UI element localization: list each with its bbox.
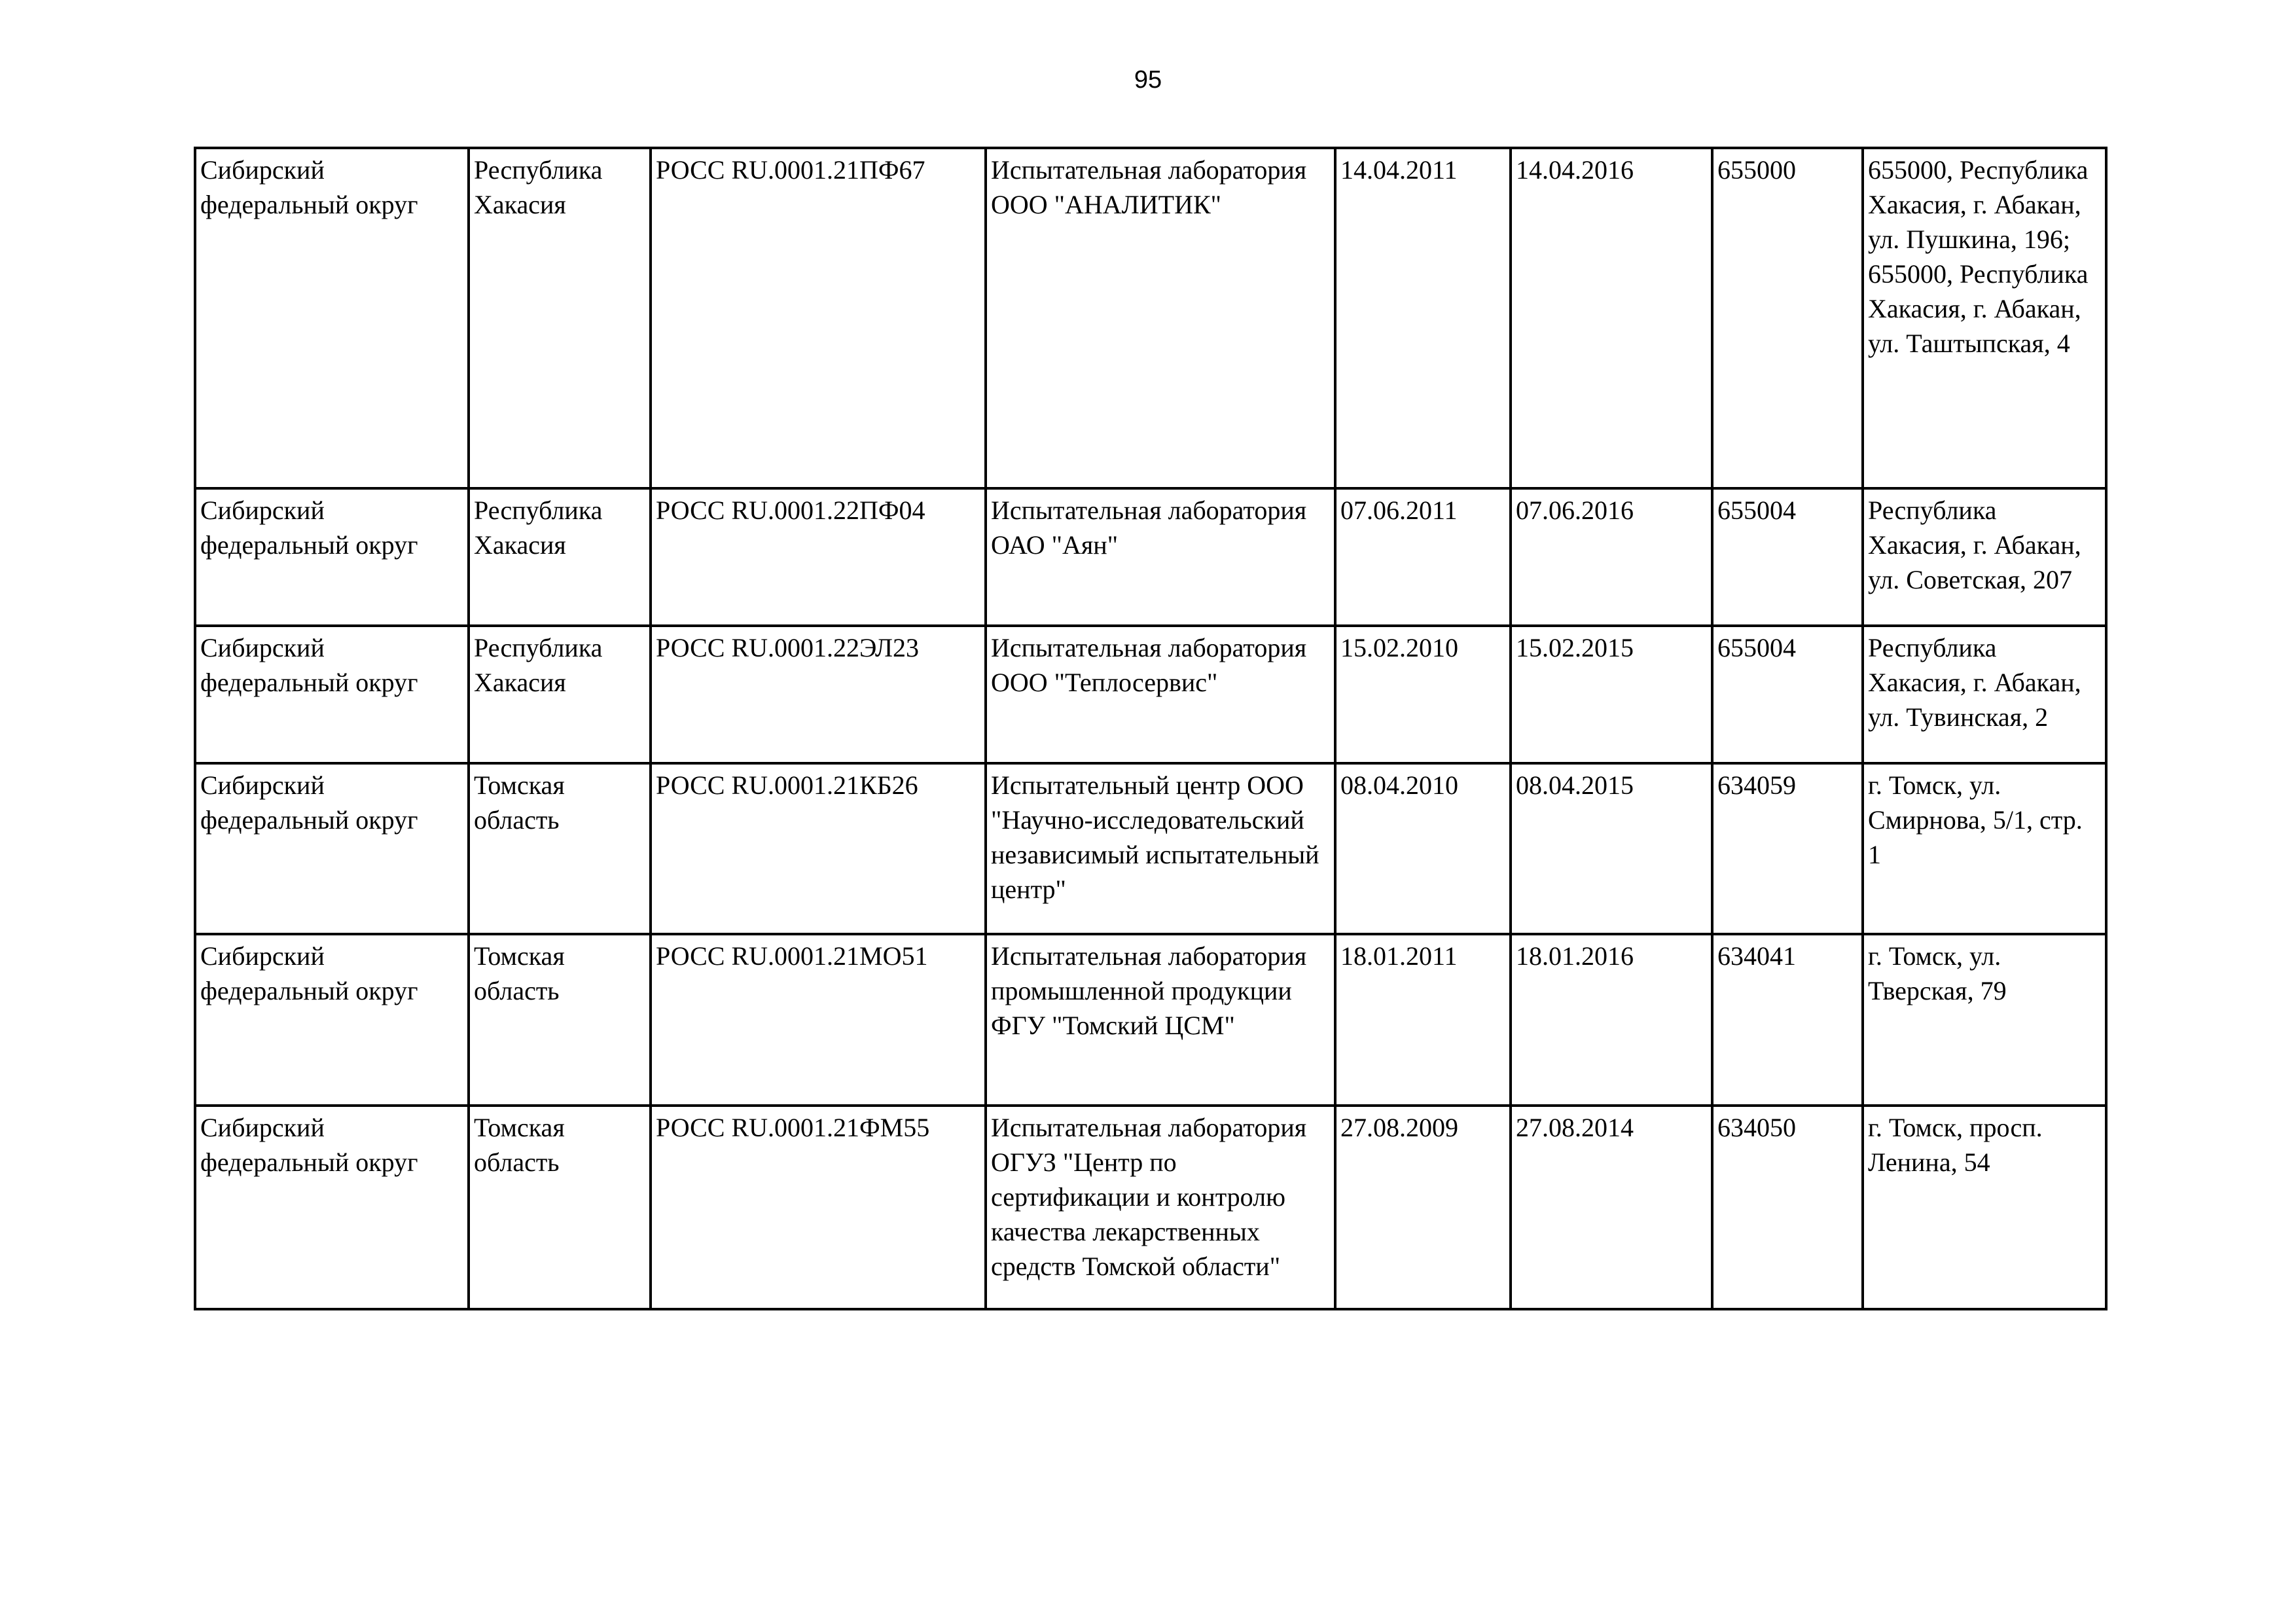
region-cell: Республика Хакасия (469, 148, 651, 488)
zip-cell: 655004 (1712, 488, 1863, 626)
laboratory-cell: Испытательная лаборатория промышленной продукции ФГУ "Томский ЦСМ" (986, 934, 1335, 1106)
certificate-cell: РОСС RU.0001.21ФМ55 (651, 1106, 986, 1309)
expiry-date-cell: 07.06.2016 (1511, 488, 1712, 626)
page-number: 95 (1134, 66, 1162, 94)
certificate-cell: РОСС RU.0001.21ПФ67 (651, 148, 986, 488)
expiry-date-cell: 27.08.2014 (1511, 1106, 1712, 1309)
address-cell: Республика Хакасия, г. Абакан, ул. Тувинская, 2 (1863, 626, 2106, 763)
certificate-cell: РОСС RU.0001.22ПФ04 (651, 488, 986, 626)
address-cell: г. Томск, ул. Смирнова, 5/1, стр. 1 (1863, 763, 2106, 934)
address-cell: 655000, Республика Хакасия, г. Абакан, ул. Пушкина, 196; 655000, Республика Хакасия, г. Абакан, ул. Таштыпская, 4 (1863, 148, 2106, 488)
issued-date-cell: 08.04.2010 (1335, 763, 1511, 934)
expiry-date-cell: 08.04.2015 (1511, 763, 1712, 934)
region-cell: Томская область (469, 1106, 651, 1309)
table-row (195, 934, 2106, 1106)
table-row (195, 763, 2106, 934)
district-cell: Сибирский федеральный округ (195, 148, 469, 488)
zip-cell: 634041 (1712, 934, 1863, 1106)
table-row (195, 1106, 2106, 1309)
issued-date-cell: 14.04.2011 (1335, 148, 1511, 488)
laboratory-registry-table (194, 147, 2108, 1310)
certificate-cell: РОСС RU.0001.21КБ26 (651, 763, 986, 934)
laboratory-cell: Испытательная лаборатория ОАО "Аян" (986, 488, 1335, 626)
expiry-date-cell: 15.02.2015 (1511, 626, 1712, 763)
issued-date-cell: 18.01.2011 (1335, 934, 1511, 1106)
table-row (195, 488, 2106, 626)
laboratory-cell: Испытательная лаборатория ООО "Теплосервис" (986, 626, 1335, 763)
region-cell: Республика Хакасия (469, 626, 651, 763)
expiry-date-cell: 18.01.2016 (1511, 934, 1712, 1106)
district-cell: Сибирский федеральный округ (195, 1106, 469, 1309)
zip-cell: 655000 (1712, 148, 1863, 488)
zip-cell: 634050 (1712, 1106, 1863, 1309)
issued-date-cell: 07.06.2011 (1335, 488, 1511, 626)
region-cell: Томская область (469, 934, 651, 1106)
laboratory-cell: Испытательная лаборатория ООО "АНАЛИТИК" (986, 148, 1335, 488)
certificate-cell: РОСС RU.0001.21МО51 (651, 934, 986, 1106)
address-cell: г. Томск, просп. Ленина, 54 (1863, 1106, 2106, 1309)
laboratory-cell: Испытательный центр ООО "Научно-исследовательский независимый испытательный центр" (986, 763, 1335, 934)
table-row (195, 626, 2106, 763)
district-cell: Сибирский федеральный округ (195, 934, 469, 1106)
zip-cell: 634059 (1712, 763, 1863, 934)
address-cell: г. Томск, ул. Тверская, 79 (1863, 934, 2106, 1106)
expiry-date-cell: 14.04.2016 (1511, 148, 1712, 488)
region-cell: Томская область (469, 763, 651, 934)
address-cell: Республика Хакасия, г. Абакан, ул. Советская, 207 (1863, 488, 2106, 626)
laboratory-cell: Испытательная лаборатория ОГУЗ "Центр по сертификации и контролю качества лекарственных средств Томской области" (986, 1106, 1335, 1309)
issued-date-cell: 27.08.2009 (1335, 1106, 1511, 1309)
region-cell: Республика Хакасия (469, 488, 651, 626)
zip-cell: 655004 (1712, 626, 1863, 763)
certificate-cell: РОСС RU.0001.22ЭЛ23 (651, 626, 986, 763)
district-cell: Сибирский федеральный округ (195, 763, 469, 934)
issued-date-cell: 15.02.2010 (1335, 626, 1511, 763)
district-cell: Сибирский федеральный округ (195, 626, 469, 763)
table-row (195, 148, 2106, 488)
district-cell: Сибирский федеральный округ (195, 488, 469, 626)
